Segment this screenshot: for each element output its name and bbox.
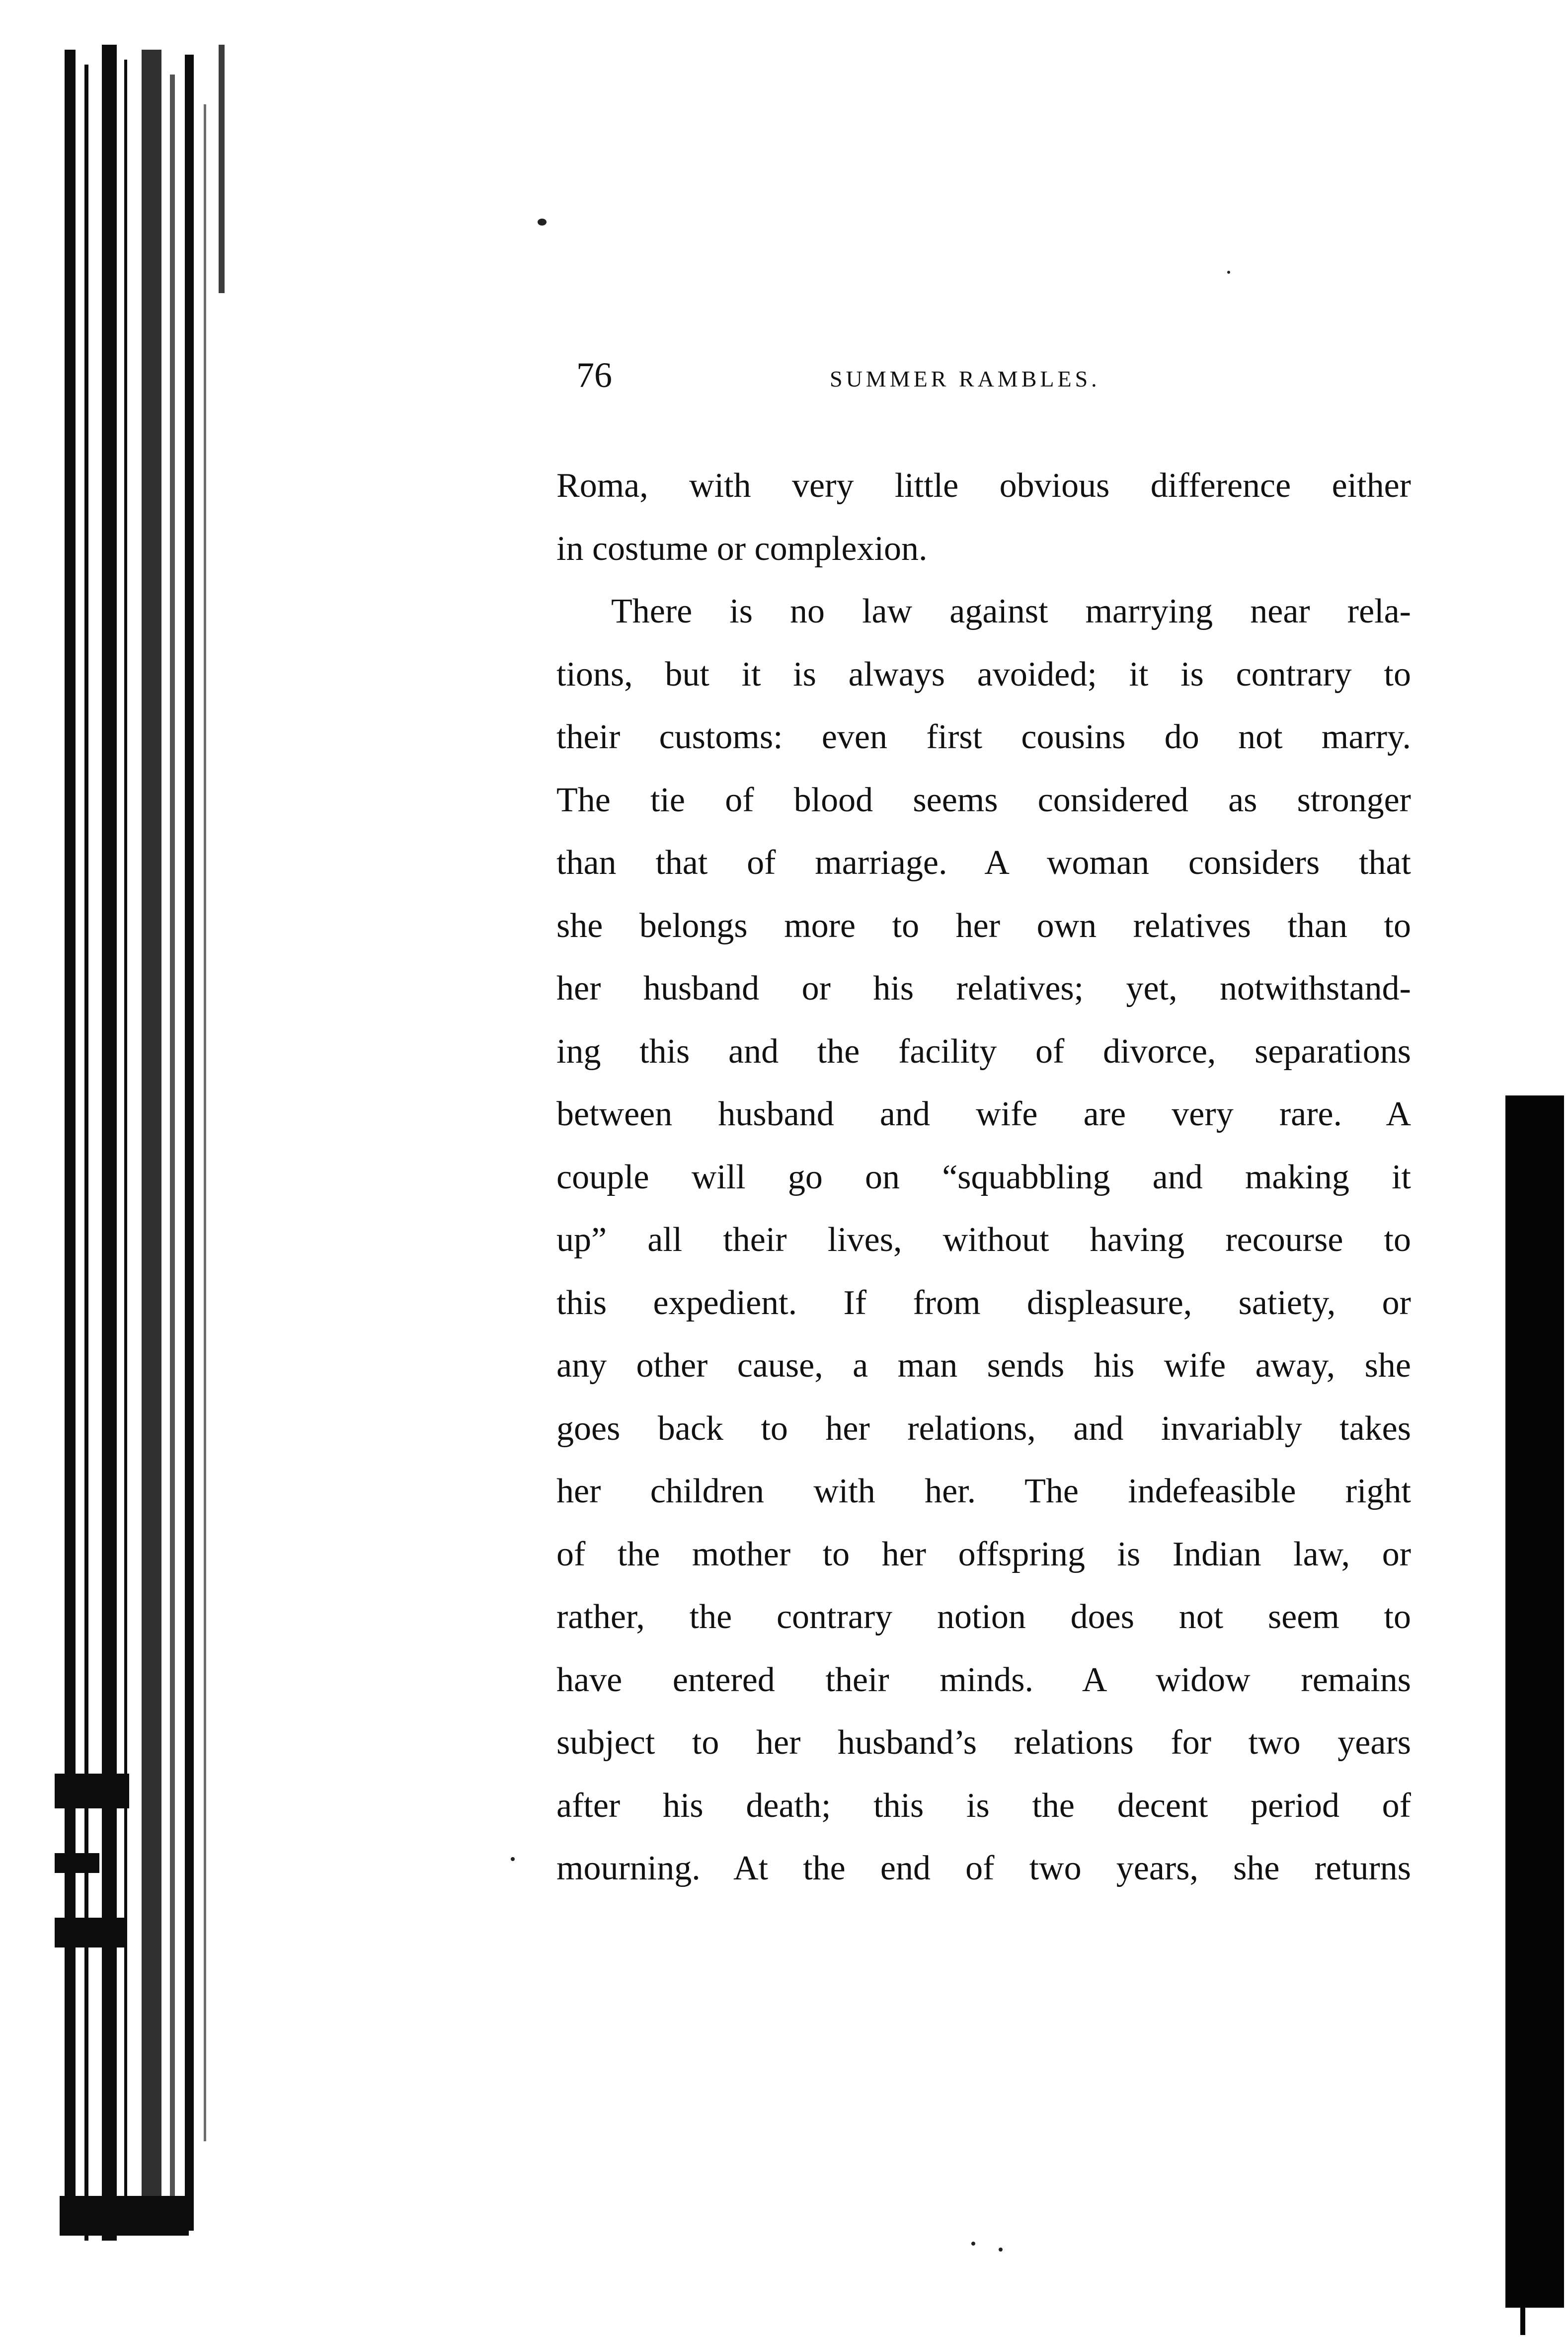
right-edge-scan-tick [1520,2265,1525,2335]
text-line: have entered their minds. A widow remains [556,1660,1411,1699]
text-line: couple will go on “squabbling and making it [556,1158,1411,1196]
body-text [556,455,1411,1900]
scan-speck [1227,271,1230,274]
text-line: than that of marriage. A woman considers that [556,844,1411,882]
text-line: rather, the contrary notion does not seem to [556,1598,1411,1636]
text-line: up” all their lives, without having recourse to [556,1221,1411,1259]
text-line: her children with her. The indefeasible right [556,1472,1411,1510]
text-line: subject to her husband’s relations for two years [556,1723,1411,1762]
text-line: any other cause, a man sends his wife away, she [556,1346,1411,1385]
scan-speck [538,219,547,226]
text-line: after his death; this is the decent period of [556,1786,1411,1825]
page-number: 76 [576,355,612,395]
running-title: SUMMER RAMBLES. [830,366,1100,391]
text-line: their customs: even first cousins do not marry. [556,718,1411,756]
text-line: her husband or his relatives; yet, notwithstand- [556,969,1411,1008]
text-line: goes back to her relations, and invariably takes [556,1409,1411,1448]
scan-speck [971,2242,975,2246]
scan-speck [999,2248,1003,2252]
text-line: this expedient. If from displeasure, satiety, or [556,1283,1411,1322]
scan-speck [511,1857,515,1861]
text-line: ing this and the facility of divorce, separations [556,1032,1411,1071]
text-line: of the mother to her offspring is Indian law, or [556,1535,1411,1573]
text-line: The tie of blood seems considered as stronger [556,780,1411,819]
text-line: in costume or complexion. [556,529,928,568]
text-line: between husband and wife are very rare. A [556,1095,1411,1133]
text-line: Roma, with very little obvious difference either [556,467,1411,505]
text-line: There is no law against marrying near rela- [611,592,1411,630]
text-line: she belongs more to her own relatives than to [556,906,1411,945]
left-gutter-scan-artifact [55,45,234,2241]
running-head [576,348,1173,402]
text-line: tions, but it is always avoided; it is contrary to [556,655,1411,694]
right-edge-scan-artifact [1505,1095,1564,2308]
text-line: mourning. At the end of two years, she returns [556,1849,1411,1887]
